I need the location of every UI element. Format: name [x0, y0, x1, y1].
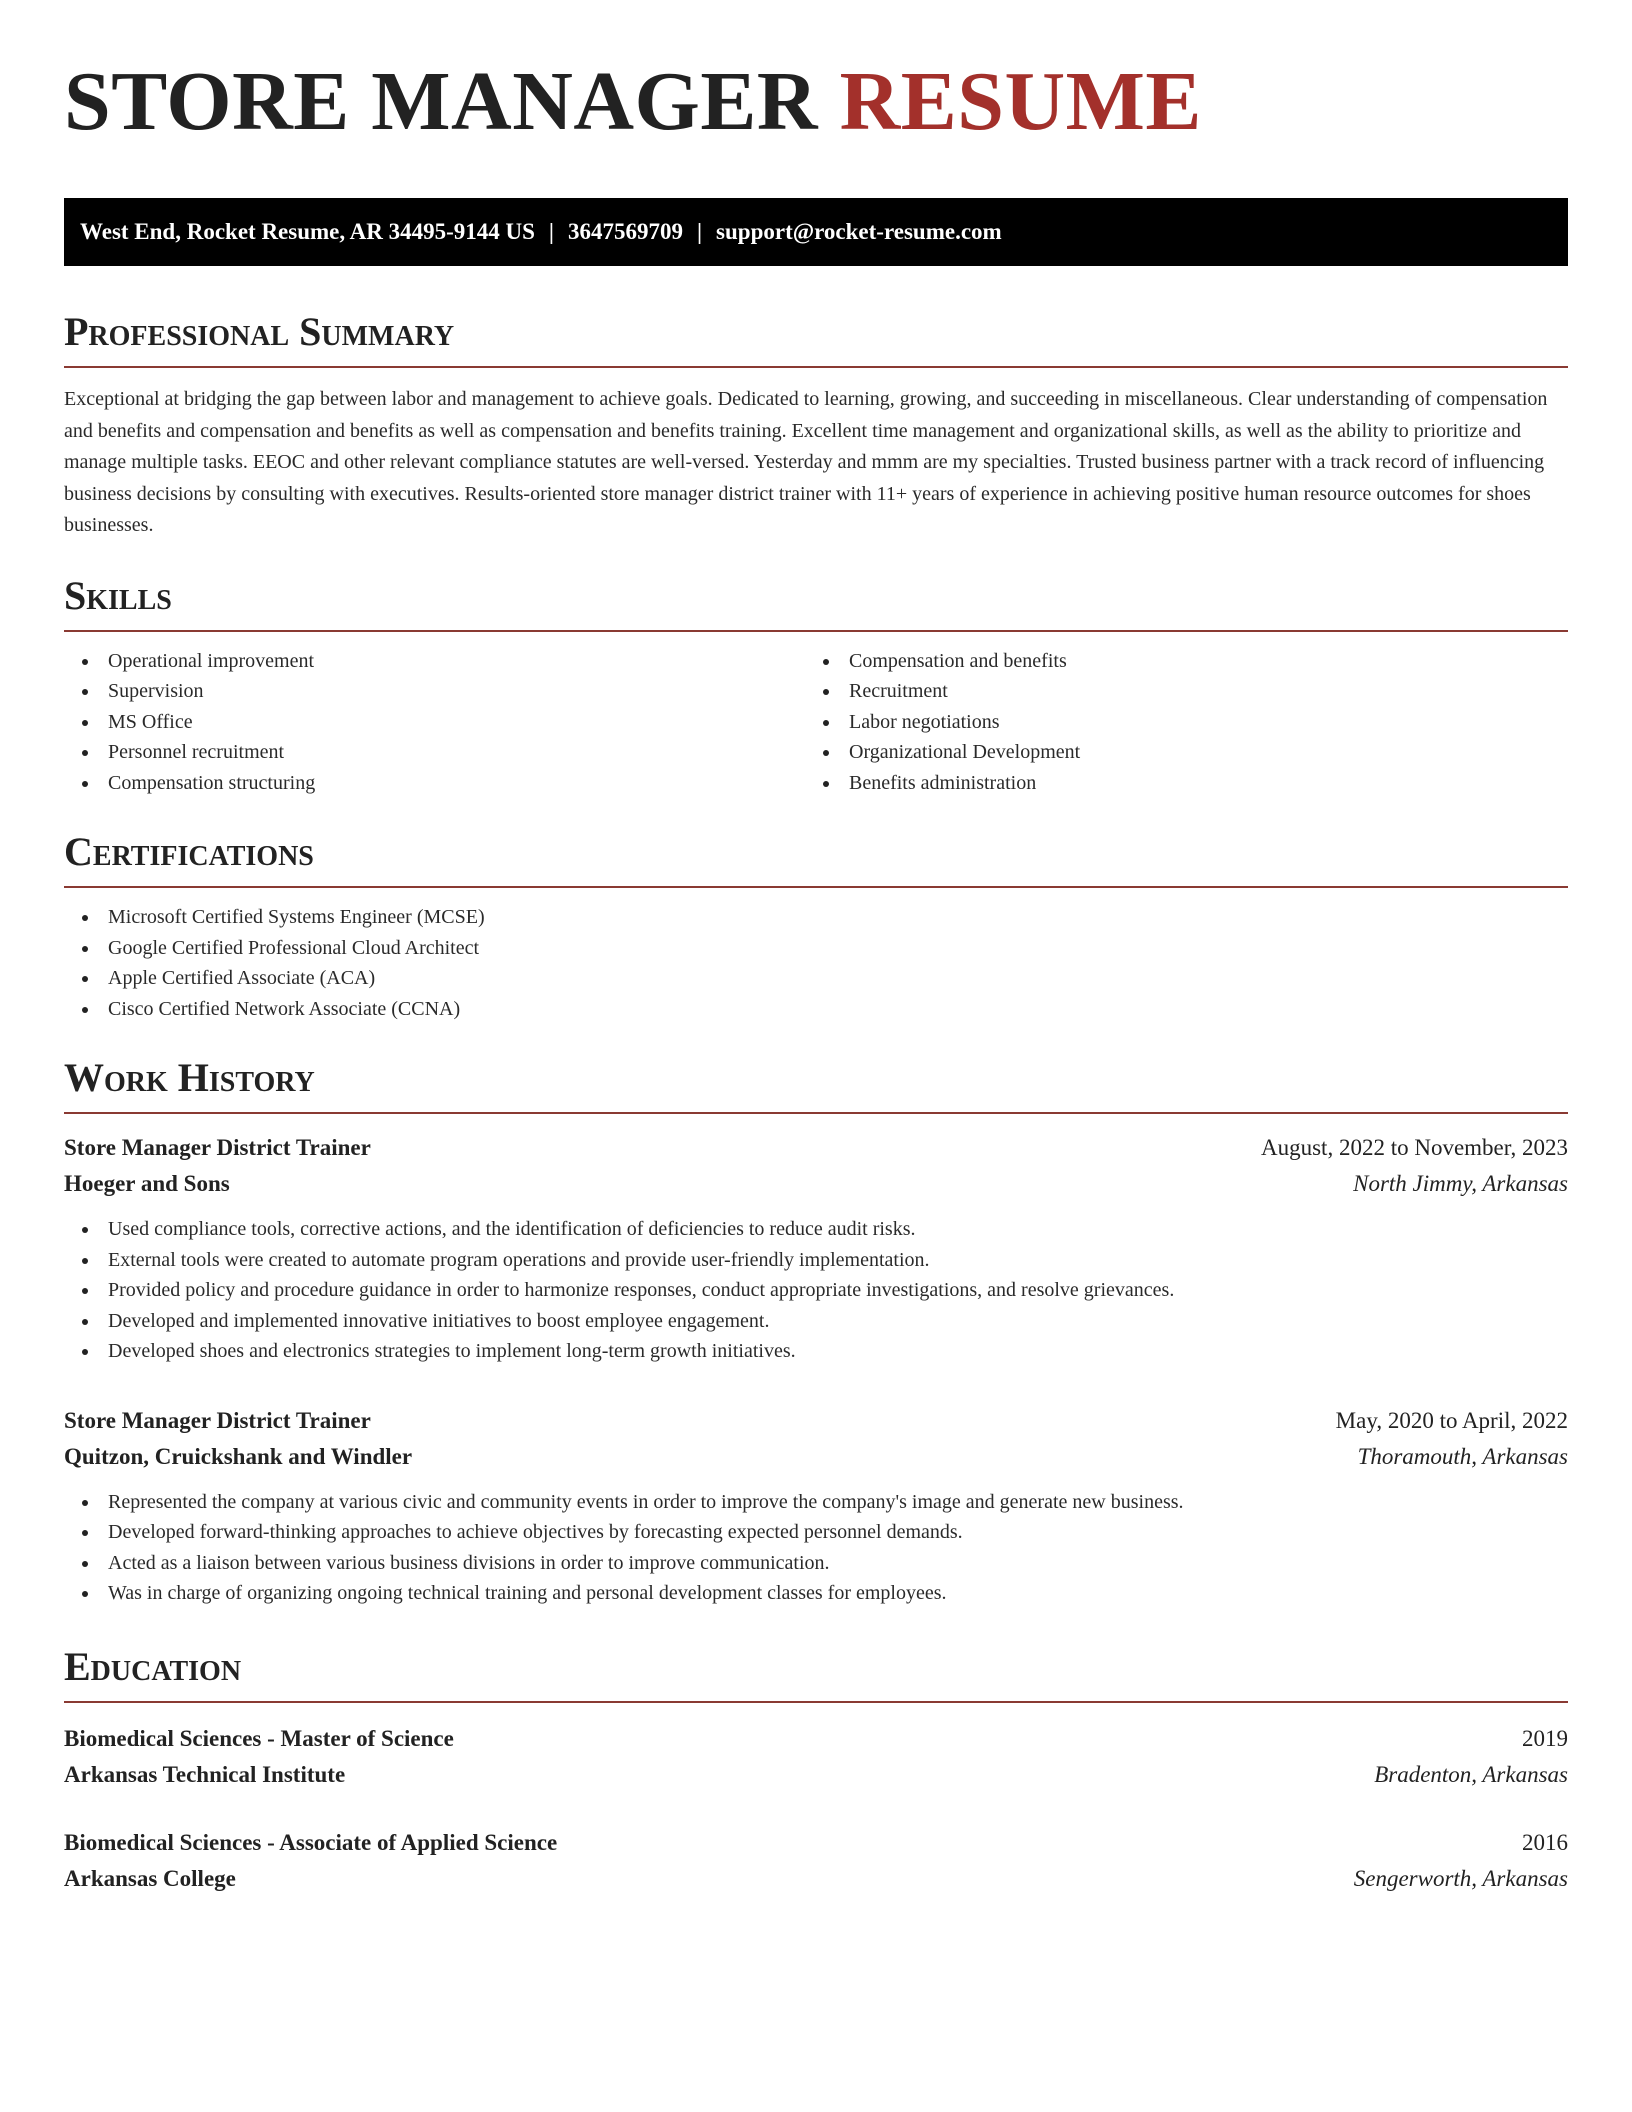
- job-bullet: Developed shoes and electronics strategies to implement long-term growth initiatives.: [78, 1336, 1568, 1367]
- summary-section: [64, 308, 1568, 542]
- job-bullets: [64, 1487, 1568, 1609]
- job-company-row: [64, 1439, 1568, 1475]
- education-degree-row: [64, 1825, 1568, 1861]
- job-title: Store Manager District Trainer: [64, 1407, 371, 1433]
- certification-item: Apple Certified Associate (ACA): [78, 963, 1568, 994]
- skill-item: Compensation structuring: [78, 768, 827, 799]
- job-bullets: [64, 1214, 1568, 1367]
- job-bullet: Developed and implemented innovative initiatives to boost employee engagement.: [78, 1306, 1568, 1337]
- certifications-list: [64, 902, 1568, 1024]
- education-location: Sengerworth, Arkansas: [1353, 1865, 1568, 1891]
- education-degree: Biomedical Sciences - Master of Science: [64, 1725, 454, 1751]
- title-part-1: STORE MANAGER: [64, 55, 819, 148]
- contact-address: West End, Rocket Resume, AR 34495-9144 US: [80, 219, 535, 244]
- skill-item: Benefits administration: [819, 768, 1568, 799]
- education-school-row: [64, 1757, 1568, 1793]
- education-entry: [64, 1825, 1568, 1897]
- title-part-2: RESUME: [839, 55, 1202, 148]
- certification-item: Microsoft Certified Systems Engineer (MCSE): [78, 902, 1568, 933]
- certification-item: Google Certified Professional Cloud Architect: [78, 933, 1568, 964]
- job-company: Hoeger and Sons: [64, 1171, 230, 1196]
- education-location: Bradenton, Arkansas: [1374, 1761, 1568, 1787]
- work-history-heading: Work History: [64, 1054, 1568, 1114]
- skill-item: Supervision: [78, 676, 827, 707]
- job-bullet: Developed forward-thinking approaches to achieve objectives by forecasting expected personnel demands.: [78, 1517, 1568, 1548]
- skills-section: [64, 572, 1568, 799]
- education-school: Arkansas Technical Institute: [64, 1761, 346, 1787]
- skills-grid: [64, 632, 1568, 799]
- education-heading: Education: [64, 1643, 1568, 1703]
- page-title: [64, 52, 1568, 152]
- education-year: 2019: [1522, 1725, 1568, 1751]
- job-entry: [64, 1130, 1568, 1367]
- job-bullet: Provided policy and procedure guidance in order to harmonize responses, conduct appropriate investigations, and resolve grievances.: [78, 1275, 1568, 1306]
- skills-list-left: [64, 646, 827, 799]
- job-title: Store Manager District Trainer: [64, 1135, 371, 1160]
- job-bullet: Acted as a liaison between various business divisions in order to improve communication.: [78, 1548, 1568, 1579]
- education-degree: Biomedical Sciences - Associate of Applied Science: [64, 1829, 558, 1855]
- contact-separator: |: [548, 219, 554, 244]
- job-bullet: Represented the company at various civic and community events in order to improve the company's image and generate new business.: [78, 1487, 1568, 1518]
- job-title-row: [64, 1403, 1568, 1439]
- job-dates: August, 2022 to November, 2023: [1261, 1135, 1568, 1160]
- education-entry: [64, 1721, 1568, 1793]
- certifications-section: [64, 828, 1568, 1024]
- education-section: [64, 1643, 1568, 1897]
- summary-text: Exceptional at bridging the gap between labor and management to achieve goals. Dedicated to learning, growing, and succeeding in miscellaneous. Clear understanding of compensation and benefits and compensation and benefits as well as compensation and benefits training. Excellent time management and organizational skills, as well as the ability to prioritize and manage multiple tasks. EEOC and other relevant compliance statutes are well-versed. Yesterday and mmm are my specialties. Trusted business partner with a track record of influencing business decisions by consulting with executives. Results-oriented store manager district trainer with 11+ years of experience in achieving positive human resource outcomes for shoes businesses.: [64, 388, 1548, 536]
- skill-item: Operational improvement: [78, 646, 827, 677]
- education-degree-row: [64, 1721, 1568, 1757]
- job-bullet: External tools were created to automate program operations and provide user-friendly implementation.: [78, 1245, 1568, 1276]
- work-history-section: [64, 1054, 1568, 1609]
- job-dates: May, 2020 to April, 2022: [1335, 1407, 1568, 1433]
- education-year: 2016: [1522, 1829, 1568, 1855]
- contact-separator: |: [696, 219, 703, 244]
- skills-heading: Skills: [64, 572, 1568, 632]
- certification-item: Cisco Certified Network Associate (CCNA): [78, 994, 1568, 1025]
- skill-item: Labor negotiations: [819, 707, 1568, 738]
- job-company: Quitzon, Cruickshank and Windler: [64, 1443, 413, 1469]
- contact-bar: [64, 198, 1568, 266]
- job-bullet: Was in charge of organizing ongoing technical training and personal development classes for employees.: [78, 1578, 1568, 1609]
- skill-item: MS Office: [78, 707, 827, 738]
- job-entry: [64, 1403, 1568, 1609]
- skill-item: Organizational Development: [819, 737, 1568, 768]
- contact-phone: 3647569709: [567, 219, 683, 244]
- education-school-row: [64, 1861, 1568, 1897]
- job-location: North Jimmy, Arkansas: [1353, 1171, 1568, 1196]
- skill-item: Compensation and benefits: [819, 646, 1568, 677]
- job-bullet: Used compliance tools, corrective actions, and the identification of deficiencies to reduce audit risks.: [78, 1214, 1568, 1245]
- contact-email: support@rocket-resume.com: [716, 219, 1002, 244]
- skills-list-right: [819, 646, 1568, 799]
- skill-item: Personnel recruitment: [78, 737, 827, 768]
- skill-item: Recruitment: [819, 676, 1568, 707]
- summary-heading: Professional Summary: [64, 308, 1568, 368]
- education-school: Arkansas College: [64, 1865, 236, 1891]
- job-location: Thoramouth, Arkansas: [1357, 1443, 1568, 1469]
- job-title-row: [64, 1130, 1568, 1166]
- certifications-heading: Certifications: [64, 828, 1568, 888]
- job-company-row: [64, 1166, 1568, 1202]
